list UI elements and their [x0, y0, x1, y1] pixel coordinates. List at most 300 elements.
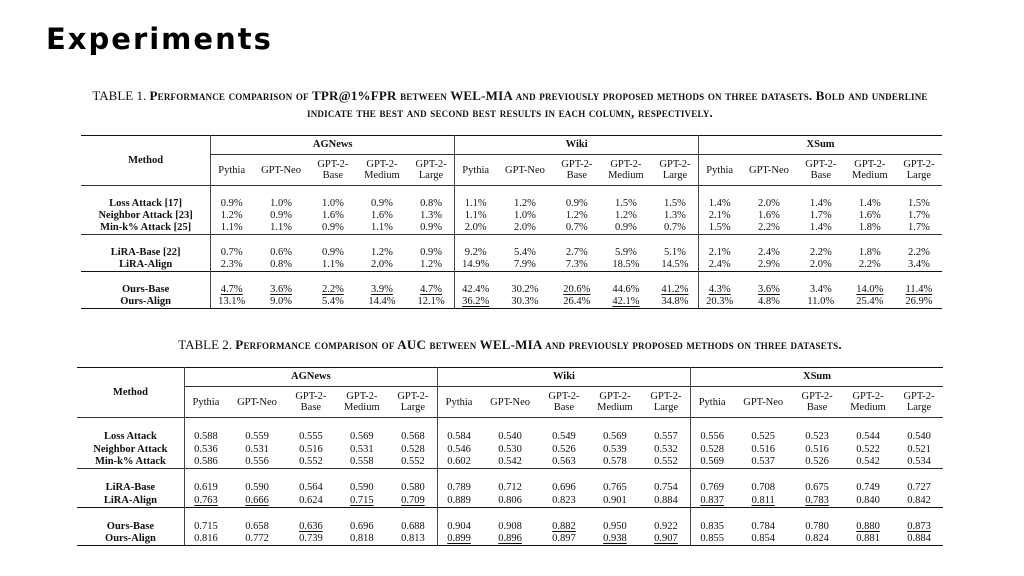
table-row	[81, 210, 942, 222]
value-text: 0.569	[350, 431, 374, 442]
separator-cell	[540, 469, 588, 482]
value-text: 0.6%	[270, 247, 292, 259]
value-cell	[554, 259, 600, 272]
value-cell	[540, 494, 588, 507]
value-cell	[691, 520, 734, 533]
table2-caption-label: TABLE 2.	[178, 337, 233, 352]
value-text: 4.7%	[420, 284, 442, 296]
value-cell	[733, 431, 793, 444]
method-name: LiRA-Base	[105, 482, 156, 493]
separator-cell	[896, 186, 942, 199]
separator-cell	[389, 418, 438, 431]
value-cell	[184, 520, 227, 533]
value-cell	[408, 210, 455, 222]
value-text: 0.636	[299, 520, 323, 532]
model-header: GPT-2- Medium	[852, 159, 888, 181]
value-text: 1.5%	[664, 198, 686, 210]
value-cell	[844, 296, 896, 309]
value-text: 0.749	[856, 482, 880, 493]
value-text: 1.1%	[464, 210, 487, 222]
value-cell	[699, 210, 741, 222]
value-cell	[740, 222, 798, 235]
value-cell	[691, 443, 734, 456]
table-row	[81, 296, 942, 309]
value-cell	[227, 533, 287, 546]
separator-cell	[798, 235, 844, 248]
value-cell	[733, 456, 793, 469]
value-text: 0.8%	[270, 259, 292, 271]
value-text: 3.6%	[758, 284, 780, 296]
value-text: 1.2%	[370, 247, 393, 259]
value-text: 1.0%	[321, 198, 344, 210]
model-header: GPT-Neo	[505, 164, 545, 176]
value-text: 0.765	[603, 482, 627, 493]
value-text: 1.7%	[809, 210, 832, 222]
value-text: 2.9%	[758, 259, 780, 271]
method-name: Ours-Base	[121, 284, 170, 296]
value-cell	[496, 296, 554, 309]
separator-cell	[227, 507, 287, 520]
model-header: GPT-2- Large	[903, 159, 935, 181]
separator-cell	[211, 235, 253, 248]
value-cell	[588, 494, 642, 507]
separator-cell	[356, 272, 408, 285]
value-text: 0.9%	[420, 222, 442, 234]
value-cell	[554, 210, 600, 222]
value-text: 0.8%	[420, 198, 442, 210]
table1-caption-text: Performance comparison of TPR@1%FPR between WEL-MIA and previously proposed methods on three datasets. Bold and underline indicate the best and second best results in each column, respectively.	[149, 88, 928, 120]
value-text: 14.5%	[661, 259, 689, 271]
value-text: 25.4%	[856, 296, 884, 308]
separator-cell	[733, 418, 793, 431]
separator-cell	[841, 469, 895, 482]
value-text: 0.709	[401, 494, 425, 506]
value-text: 0.813	[401, 533, 425, 544]
separator-cell	[335, 418, 389, 431]
value-cell	[691, 456, 734, 469]
value-text: 0.901	[603, 494, 627, 506]
value-text: 5.4%	[514, 247, 536, 259]
value-text: 26.9%	[905, 296, 933, 308]
value-text: 0.9%	[370, 198, 393, 210]
value-cell	[652, 259, 699, 272]
value-text: 0.884	[907, 533, 931, 544]
value-text: 0.899	[447, 533, 471, 544]
separator-cell	[652, 272, 699, 285]
value-cell	[287, 443, 335, 456]
value-cell	[252, 222, 310, 235]
value-text: 0.881	[856, 533, 880, 544]
value-text: 3.6%	[270, 284, 292, 296]
value-cell	[642, 431, 691, 444]
separator-cell	[699, 235, 741, 248]
value-cell	[793, 520, 841, 533]
value-text: 30.3%	[511, 296, 539, 308]
value-text: 1.5%	[614, 198, 637, 210]
value-cell	[480, 443, 540, 456]
value-cell	[691, 533, 734, 546]
value-cell	[455, 198, 497, 210]
value-text: 0.578	[603, 456, 627, 467]
value-cell	[733, 482, 793, 495]
value-cell	[588, 520, 642, 533]
separator-cell	[793, 469, 841, 482]
separator-cell	[798, 272, 844, 285]
value-cell	[480, 494, 540, 507]
value-cell	[287, 431, 335, 444]
value-text: 1.2%	[420, 259, 442, 271]
value-text: 1.2%	[220, 210, 243, 222]
separator-cell	[740, 186, 798, 199]
separator-cell	[408, 235, 455, 248]
group-separator	[77, 418, 943, 431]
separator-cell	[287, 418, 335, 431]
value-text: 0.889	[447, 494, 471, 506]
model-header: GPT-2- Base	[548, 391, 580, 413]
separator-cell	[540, 418, 588, 431]
value-text: 0.521	[907, 443, 931, 455]
table1-caption-label: TABLE 1.	[92, 88, 147, 103]
value-cell	[642, 482, 691, 495]
model-header: Pythia	[184, 387, 227, 418]
value-text: 9.0%	[270, 296, 292, 308]
separator-cell	[408, 272, 455, 285]
value-text: 36.2%	[462, 296, 490, 308]
value-text: 2.4%	[758, 247, 780, 259]
value-text: 0.526	[805, 456, 829, 467]
value-text: 0.7%	[220, 247, 243, 259]
value-text: 0.854	[751, 533, 775, 544]
value-cell	[356, 284, 408, 296]
value-text: 5.1%	[664, 247, 686, 259]
value-cell	[287, 533, 335, 546]
value-text: 0.897	[552, 533, 576, 544]
value-cell	[844, 284, 896, 296]
separator-cell	[895, 507, 943, 520]
value-text: 0.904	[447, 520, 471, 532]
separator-cell	[252, 272, 310, 285]
value-text: 0.544	[856, 431, 880, 442]
group-separator	[81, 272, 942, 285]
value-text: 0.580	[401, 482, 425, 493]
value-cell	[699, 222, 741, 235]
value-cell	[408, 284, 455, 296]
value-cell	[691, 431, 734, 444]
value-text: 0.7%	[664, 222, 686, 234]
value-cell	[733, 443, 793, 456]
separator-cell	[652, 186, 699, 199]
value-cell	[310, 198, 356, 210]
value-cell	[310, 284, 356, 296]
value-text: 0.772	[245, 533, 269, 544]
value-text: 0.526	[552, 443, 576, 455]
value-text: 4.7%	[220, 284, 243, 296]
separator-cell	[496, 186, 554, 199]
separator-cell	[841, 418, 895, 431]
value-cell	[356, 222, 408, 235]
value-text: 0.552	[654, 456, 678, 467]
dataset-header: AGNews	[211, 136, 455, 155]
value-cell	[652, 198, 699, 210]
value-text: 3.4%	[809, 284, 832, 296]
value-cell	[600, 198, 652, 210]
value-cell	[841, 456, 895, 469]
model-header: GPT-2- Medium	[608, 159, 644, 181]
separator-cell	[793, 418, 841, 431]
value-cell	[335, 520, 389, 533]
value-cell	[389, 456, 438, 469]
value-text: 1.1%	[270, 222, 292, 234]
value-cell	[437, 494, 480, 507]
separator-cell	[844, 272, 896, 285]
group-separator	[77, 507, 943, 520]
separator-cell	[437, 418, 480, 431]
value-text: 0.516	[299, 443, 323, 455]
separator-cell	[310, 272, 356, 285]
value-text: 0.532	[654, 443, 678, 455]
value-text: 0.715	[194, 520, 218, 532]
separator-cell	[437, 507, 480, 520]
value-cell	[408, 247, 455, 259]
value-text: 0.9%	[321, 247, 344, 259]
value-text: 0.540	[907, 431, 931, 442]
separator-cell	[227, 469, 287, 482]
model-header: GPT-2- Base	[317, 159, 349, 181]
value-text: 0.542	[498, 456, 522, 467]
value-cell	[184, 482, 227, 495]
value-cell	[496, 247, 554, 259]
value-cell	[211, 284, 253, 296]
separator-cell	[554, 186, 600, 199]
value-cell	[896, 284, 942, 296]
value-text: 1.7%	[907, 210, 930, 222]
value-cell	[740, 284, 798, 296]
separator-cell	[496, 235, 554, 248]
model-header: GPT-Neo	[749, 164, 789, 176]
value-cell	[211, 222, 253, 235]
value-text: 0.556	[700, 431, 724, 442]
value-cell	[496, 284, 554, 296]
separator-cell	[740, 235, 798, 248]
value-cell	[455, 222, 497, 235]
separator-cell	[77, 418, 184, 431]
value-cell	[227, 431, 287, 444]
value-text: 0.569	[700, 456, 724, 467]
value-cell	[588, 456, 642, 469]
value-text: 1.1%	[464, 198, 487, 210]
value-text: 0.9%	[321, 222, 344, 234]
value-text: 2.1%	[708, 247, 731, 259]
model-header: GPT-2- Large	[415, 159, 447, 181]
separator-cell	[554, 272, 600, 285]
value-text: 0.950	[603, 520, 627, 532]
header-row-models	[81, 155, 942, 186]
value-cell	[740, 259, 798, 272]
value-text: 1.8%	[858, 247, 881, 259]
value-text: 1.0%	[514, 210, 536, 222]
value-cell	[211, 210, 253, 222]
value-cell	[896, 259, 942, 272]
value-text: 0.556	[245, 456, 269, 467]
value-cell	[600, 210, 652, 222]
value-cell	[408, 222, 455, 235]
value-cell	[455, 296, 497, 309]
value-text: 1.4%	[858, 198, 881, 210]
separator-cell	[841, 507, 895, 520]
value-cell	[252, 210, 310, 222]
value-text: 42.4%	[462, 284, 490, 296]
table-row	[81, 247, 942, 259]
method-header: Method	[112, 386, 148, 398]
method-name: Ours-Align	[81, 296, 211, 309]
value-text: 0.522	[856, 443, 880, 455]
value-cell	[844, 259, 896, 272]
value-text: 0.873	[907, 520, 931, 532]
value-text: 0.880	[856, 520, 880, 532]
value-text: 0.540	[498, 431, 522, 442]
value-text: 0.590	[245, 482, 269, 493]
value-cell	[335, 533, 389, 546]
table-row	[81, 284, 942, 296]
value-cell	[588, 482, 642, 495]
value-text: 0.9%	[220, 198, 243, 210]
model-header: GPT-2- Large	[903, 391, 935, 413]
separator-cell	[588, 418, 642, 431]
separator-cell	[554, 235, 600, 248]
value-text: 0.7%	[565, 222, 588, 234]
separator-cell	[211, 186, 253, 199]
separator-cell	[699, 272, 741, 285]
value-text: 1.2%	[514, 198, 536, 210]
value-cell	[798, 296, 844, 309]
model-header: GPT-2- Base	[805, 159, 837, 181]
method-name: Loss Attack [17]	[109, 198, 183, 210]
separator-cell	[588, 469, 642, 482]
model-header: Pythia	[691, 387, 734, 418]
separator-cell	[480, 507, 540, 520]
method-header: Method	[128, 154, 164, 166]
model-header: Pythia	[699, 155, 741, 186]
value-cell	[554, 296, 600, 309]
value-cell	[227, 520, 287, 533]
value-cell	[896, 210, 942, 222]
value-text: 13.1%	[218, 296, 246, 308]
value-text: 0.884	[654, 494, 678, 506]
separator-cell	[335, 469, 389, 482]
value-cell	[652, 296, 699, 309]
value-cell	[227, 456, 287, 469]
value-text: 0.712	[498, 482, 522, 493]
value-cell	[455, 247, 497, 259]
value-cell	[496, 259, 554, 272]
value-text: 2.2%	[758, 222, 780, 234]
separator-cell	[652, 235, 699, 248]
separator-cell	[699, 186, 741, 199]
value-text: 0.619	[194, 482, 218, 493]
value-cell	[699, 247, 741, 259]
value-cell	[455, 259, 497, 272]
separator-cell	[335, 507, 389, 520]
separator-cell	[81, 235, 211, 248]
value-text: 30.2%	[511, 284, 539, 296]
value-cell	[496, 222, 554, 235]
separator-cell	[480, 418, 540, 431]
value-cell	[408, 198, 455, 210]
model-header: GPT-2- Medium	[344, 391, 380, 413]
model-header: GPT-2- Medium	[597, 391, 633, 413]
value-cell	[841, 443, 895, 456]
value-cell	[287, 482, 335, 495]
value-cell	[540, 533, 588, 546]
value-cell	[793, 431, 841, 444]
value-cell	[335, 456, 389, 469]
value-text: 2.4%	[708, 259, 731, 271]
value-text: 0.549	[552, 431, 576, 442]
value-cell	[287, 494, 335, 507]
value-text: 11.4%	[905, 284, 933, 296]
value-text: 0.784	[751, 520, 775, 532]
value-text: 0.564	[299, 482, 323, 493]
value-text: 0.769	[700, 482, 724, 493]
value-text: 0.586	[194, 456, 218, 467]
model-header: GPT-Neo	[237, 396, 277, 408]
value-cell	[455, 284, 497, 296]
table2-caption	[70, 336, 950, 353]
value-text: 11.0%	[807, 296, 835, 308]
value-text: 0.539	[603, 443, 627, 455]
value-text: 1.3%	[420, 210, 442, 222]
value-cell	[252, 259, 310, 272]
value-cell	[335, 431, 389, 444]
value-cell	[184, 456, 227, 469]
value-text: 3.9%	[370, 284, 393, 296]
value-text: 0.824	[805, 533, 829, 544]
separator-cell	[356, 235, 408, 248]
value-text: 5.4%	[321, 296, 344, 308]
value-text: 0.754	[654, 482, 678, 493]
separator-cell	[408, 186, 455, 199]
value-text: 0.536	[194, 443, 218, 455]
value-text: 0.780	[805, 520, 829, 532]
value-cell	[600, 284, 652, 296]
value-cell	[895, 482, 943, 495]
value-text: 7.3%	[565, 259, 588, 271]
value-text: 2.2%	[321, 284, 344, 296]
separator-cell	[642, 507, 691, 520]
separator-cell	[455, 186, 497, 199]
value-text: 0.837	[700, 494, 724, 506]
value-text: 0.534	[907, 456, 931, 467]
value-cell	[211, 247, 253, 259]
value-text: 1.4%	[809, 222, 832, 234]
value-text: 1.8%	[858, 222, 881, 234]
value-cell	[699, 284, 741, 296]
value-text: 0.666	[245, 494, 269, 506]
value-cell	[793, 482, 841, 495]
separator-cell	[600, 186, 652, 199]
header-row-models	[77, 387, 943, 418]
value-text: 0.530	[498, 443, 522, 455]
separator-cell	[642, 469, 691, 482]
separator-cell	[793, 507, 841, 520]
value-cell	[896, 222, 942, 235]
dataset-header: AGNews	[184, 368, 437, 387]
value-text: 0.658	[245, 520, 269, 532]
value-text: 0.557	[654, 431, 678, 442]
separator-cell	[81, 186, 211, 199]
value-cell	[600, 247, 652, 259]
value-cell	[699, 259, 741, 272]
